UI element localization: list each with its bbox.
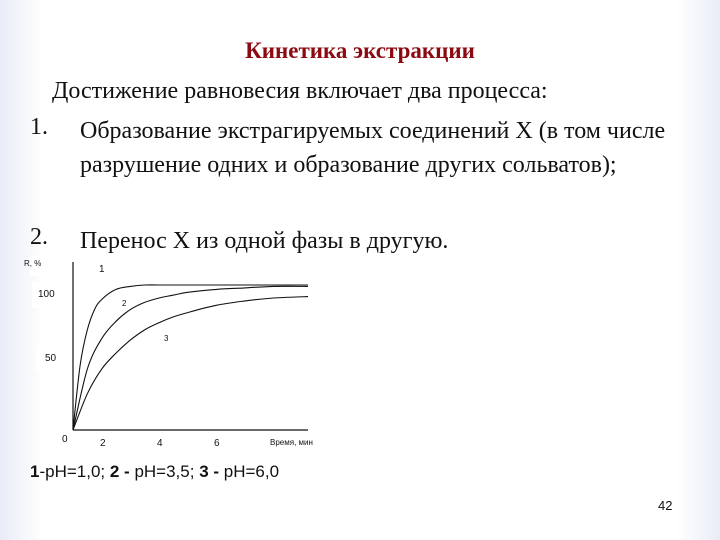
caption-value: pH=6,0 xyxy=(219,462,280,481)
x-tick-label: 6 xyxy=(214,438,220,449)
caption-key: 3 - xyxy=(199,462,220,481)
series-layer xyxy=(73,285,308,430)
caption-key: 1 xyxy=(30,462,40,481)
caption-value: pH=3,5; xyxy=(129,462,200,481)
list-item-number: 2. xyxy=(30,224,48,250)
list-item-text: Перенос Х из одной фазы в другую. xyxy=(80,228,449,254)
list-item-number: 1. xyxy=(30,114,48,140)
x-tick-label: 4 xyxy=(157,438,163,449)
lead-text: Достижение равновесия включает два процесса: xyxy=(52,78,548,104)
x-axis-label: Время, мин xyxy=(270,438,313,447)
caption-key: 2 - xyxy=(109,462,130,481)
y-tick-label: 100 xyxy=(38,289,55,300)
series-line-3 xyxy=(73,297,308,430)
y-tick-label: 0 xyxy=(62,434,68,445)
page-number: 42 xyxy=(658,498,673,513)
slide-title: Кинетика экстракции xyxy=(245,38,475,63)
chart-caption xyxy=(30,462,279,482)
series-line-2 xyxy=(73,286,308,430)
y-axis-label: R, % xyxy=(24,259,42,268)
series-label: 2 xyxy=(122,299,127,308)
y-tick-label: 50 xyxy=(45,353,57,364)
list-item-text: Образование экстрагируемых соединений Х (в том числе разрушение одних и образование других сольватов); xyxy=(80,118,666,178)
series-label: 3 xyxy=(164,334,169,343)
series-line-1 xyxy=(73,285,308,430)
x-tick-label: 2 xyxy=(100,438,106,449)
label-box xyxy=(160,328,178,358)
caption-value: -pH=1,0; xyxy=(39,462,110,481)
series-label: 1 xyxy=(99,264,105,275)
